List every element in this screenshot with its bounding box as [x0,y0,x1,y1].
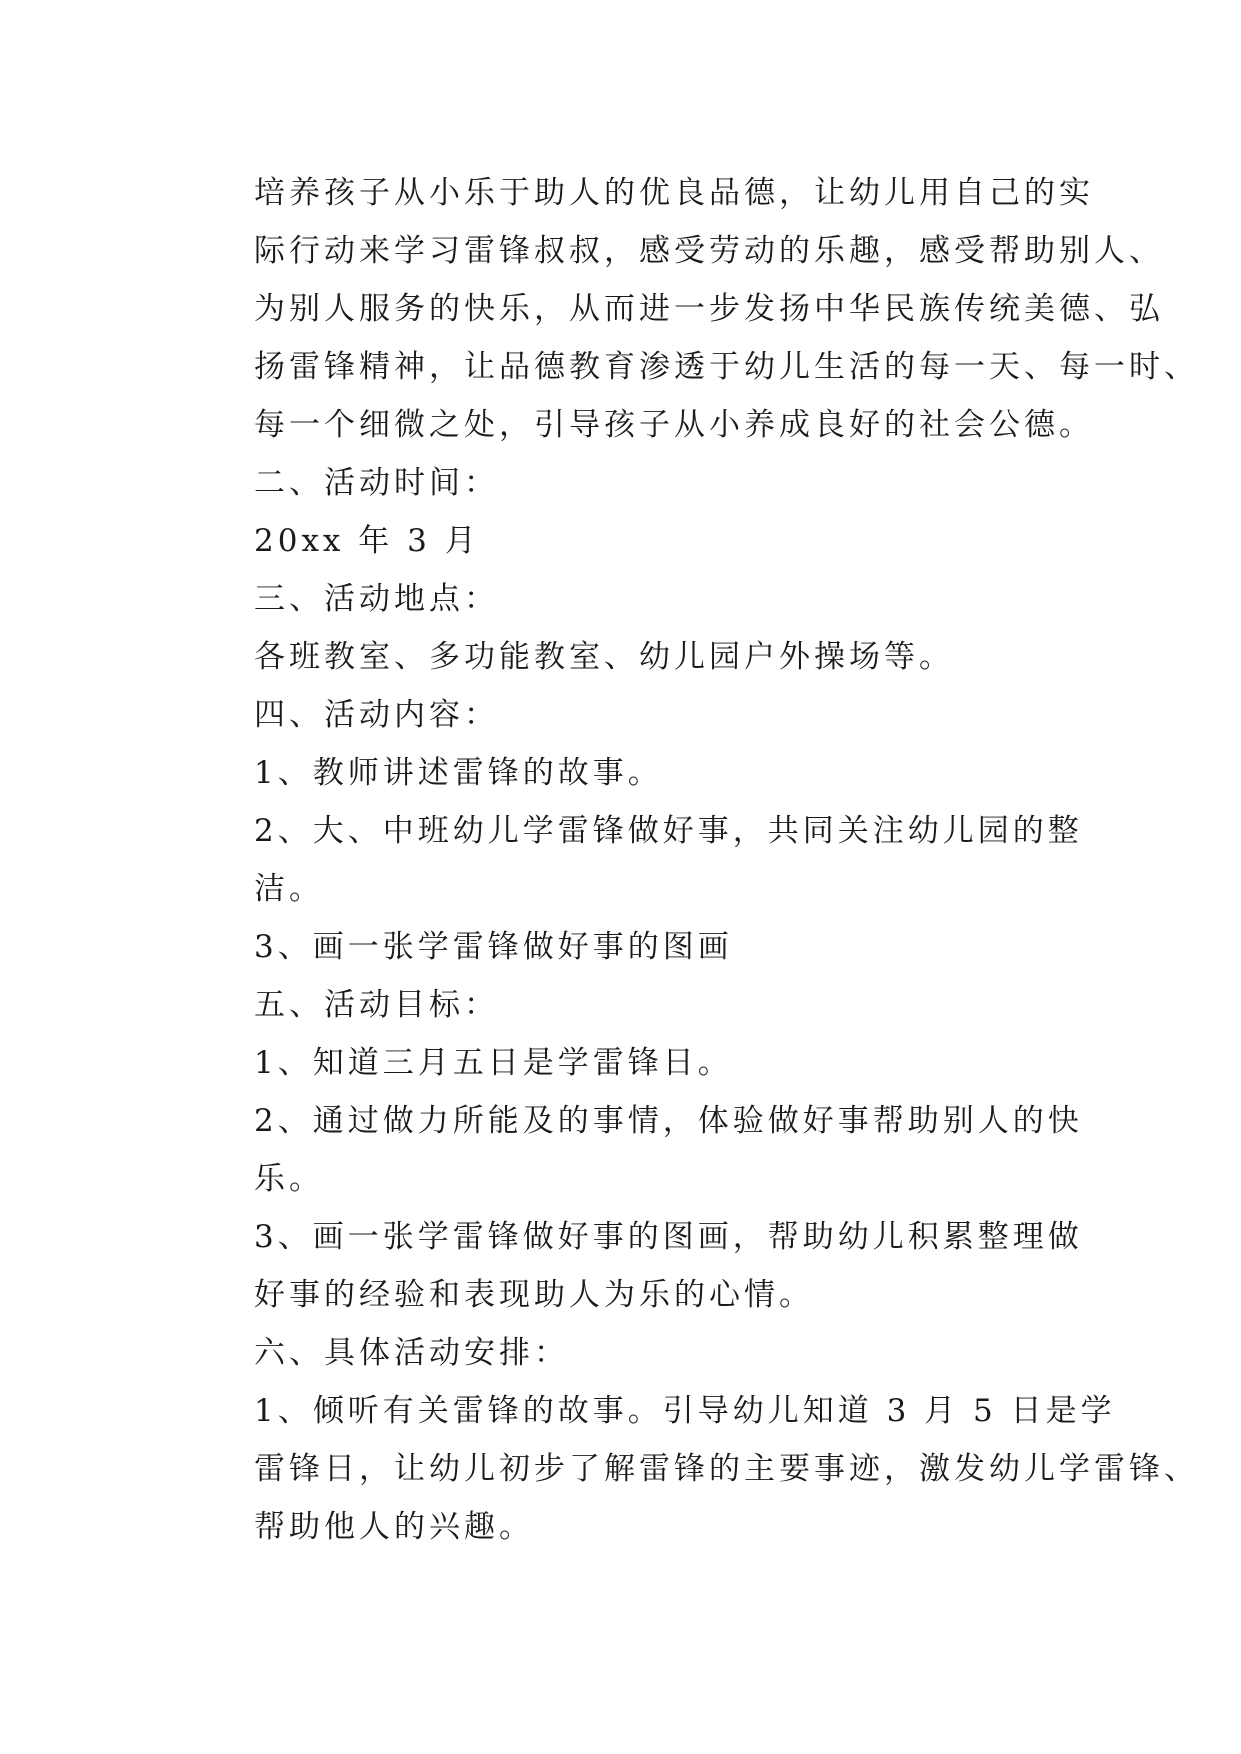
paragraph [190,744,1070,802]
paragraph [190,512,1070,570]
paragraph [190,164,1199,454]
text-line: 1、教师讲述雷锋的故事。 [254,755,663,791]
text-line: 五、活动目标： [254,987,499,1023]
paragraph [190,976,1070,1034]
text-line: 六、具体活动安排： [254,1335,569,1371]
paragraph [190,918,1070,976]
document-body [190,164,1199,1556]
paragraph [190,454,1070,512]
paragraph [190,628,1070,686]
text-line: 帮助他人的兴趣。 [254,1509,534,1545]
paragraph [190,802,1083,918]
text-line: 2、大、中班幼儿学雷锋做好事，共同关注幼儿园的整 [254,813,1083,849]
text-line: 雷锋日，让幼儿初步了解雷锋的主要事迹，激发幼儿学雷锋、 [254,1451,1199,1487]
text-line: 三、活动地点： [254,581,499,617]
paragraph [190,1324,1070,1382]
text-line: 3、画一张学雷锋做好事的图画 [254,929,733,965]
text-line: 四、活动内容： [254,697,499,733]
text-line: 洁。 [254,871,324,907]
text-line: 20xx 年 3 月 [254,523,480,559]
text-line: 际行动来学习雷锋叔叔，感受劳动的乐趣，感受帮助别人、 [254,233,1164,269]
paragraph [190,1208,1083,1324]
paragraph [190,1034,1070,1092]
text-line: 各班教室、多功能教室、幼儿园户外操场等。 [254,639,954,675]
paragraph [190,686,1070,744]
text-line: 培养孩子从小乐于助人的优良品德，让幼儿用自己的实 [254,175,1094,211]
text-line: 1、知道三月五日是学雷锋日。 [254,1045,733,1081]
text-line: 扬雷锋精神，让品德教育渗透于幼儿生活的每一天、每一时、 [254,349,1199,385]
paragraph [190,1092,1083,1208]
text-line: 2、通过做力所能及的事情，体验做好事帮助别人的快 [254,1103,1083,1139]
paragraph [190,570,1070,628]
text-line: 二、活动时间： [254,465,499,501]
text-line: 为别人服务的快乐，从而进一步发扬中华民族传统美德、弘 [254,291,1164,327]
text-line: 乐。 [254,1161,324,1197]
text-line: 好事的经验和表现助人为乐的心情。 [254,1277,814,1313]
text-line: 每一个细微之处，引导孩子从小养成良好的社会公德。 [254,407,1094,443]
text-line: 1、倾听有关雷锋的故事。引导幼儿知道 3 月 5 日是学 [254,1393,1116,1429]
paragraph [190,1382,1199,1556]
text-line: 3、画一张学雷锋做好事的图画，帮助幼儿积累整理做 [254,1219,1083,1255]
